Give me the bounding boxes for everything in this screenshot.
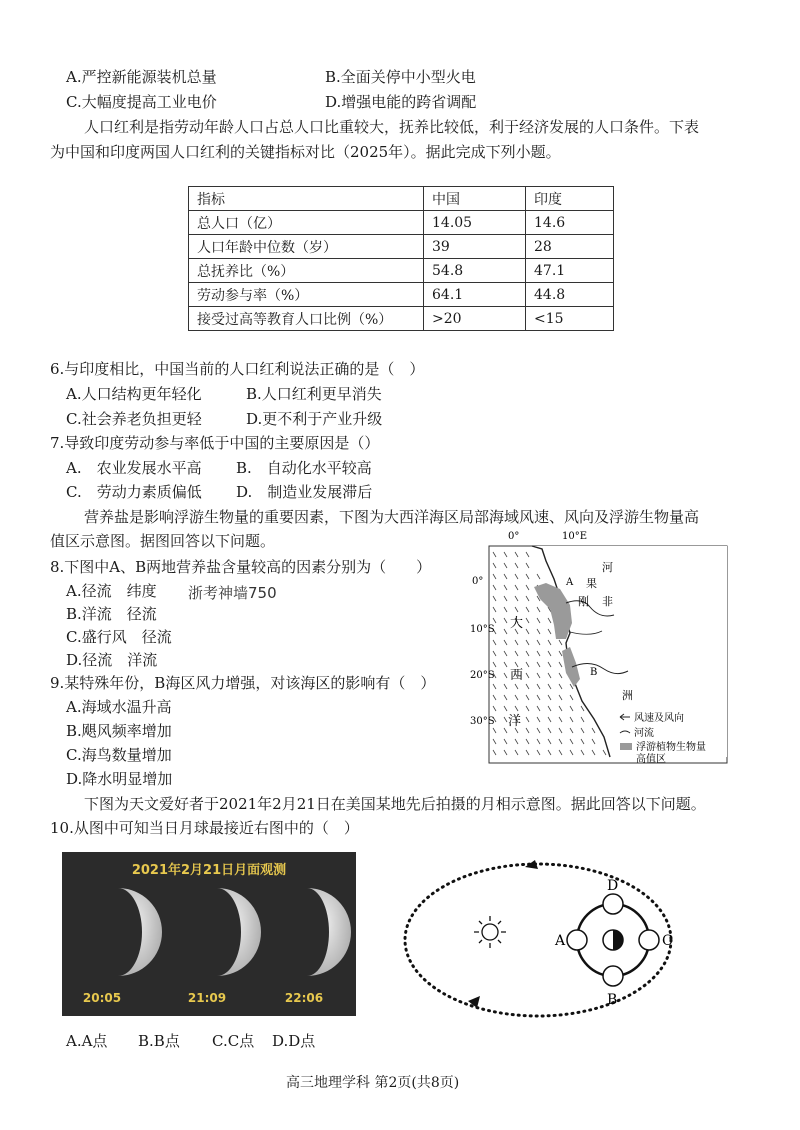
wind-arrow: [504, 717, 507, 722]
wind-arrow: [570, 750, 573, 755]
wind-arrow: [537, 607, 540, 612]
wind-arrow: [504, 750, 507, 755]
q6-option-d: D.更不利于产业升级: [246, 410, 383, 428]
wind-arrow: [504, 728, 507, 733]
wind-arrow: [504, 585, 507, 590]
wind-arrow: [526, 640, 529, 645]
wind-arrow: [515, 640, 518, 645]
point-b-label: B: [590, 667, 598, 678]
q7-option-b: B. 自动化水平较高: [236, 459, 372, 477]
wind-arrow: [526, 684, 529, 689]
africa-land: [532, 546, 727, 757]
wind-arrow: [581, 739, 584, 744]
moon-position-b: [603, 966, 623, 986]
wind-arrow: [592, 728, 595, 733]
wind-arrow: [592, 739, 595, 744]
wind-arrow: [526, 706, 529, 711]
moon-phase-2: [217, 888, 261, 976]
q5-option-b: B.全面关停中小型火电: [325, 68, 476, 86]
wind-arrow: [559, 651, 562, 656]
table-cell: 64.1: [424, 283, 526, 307]
table-row: [189, 307, 614, 331]
wind-arrow: [581, 728, 584, 733]
q10-option-b: B.B点: [138, 1032, 180, 1050]
q6-option-a: A.人口结构更年轻化: [66, 385, 202, 403]
wind-arrow: [559, 706, 562, 711]
wind-arrow: [559, 684, 562, 689]
wind-arrow: [559, 640, 562, 645]
legend-plankton-label: 浮游植物生物量: [636, 742, 706, 753]
moon-phase-1: [118, 888, 162, 976]
legend-plankton-label: 高值区: [636, 754, 666, 765]
photo-time: 22:06: [284, 991, 324, 1005]
q9-option-d: D.降水明显增加: [66, 770, 173, 788]
q8-stem: 8.下图中A、B两地营养盐含量较高的因素分别为（ ）: [50, 558, 432, 576]
wind-arrow: [537, 629, 540, 634]
table-header-cell: 中国: [424, 187, 526, 211]
wind-arrow: [504, 662, 507, 667]
wind-arrow: [504, 563, 507, 568]
intro-population-line1: 人口红利是指劳动年龄人口占总人口比重较大，抚养比较低，利于经济发展的人口条件。下表: [84, 118, 700, 136]
wind-arrow: [537, 728, 540, 733]
wind-arrow: [537, 684, 540, 689]
q6-stem: 6.与印度相比，中国当前的人口红利说法正确的是（ ）: [50, 360, 425, 378]
wind-arrow: [537, 574, 540, 579]
table-cell: <15: [526, 307, 614, 331]
table-cell: 14.6: [526, 211, 614, 235]
wind-arrow: [526, 739, 529, 744]
map-land-char: 河: [602, 561, 613, 574]
wind-arrow: [493, 574, 496, 579]
wind-arrow: [581, 750, 584, 755]
wind-arrow: [559, 695, 562, 700]
q8-option-a: A.径流 纬度: [66, 582, 157, 600]
wind-arrow: [526, 717, 529, 722]
wind-arrow: [537, 618, 540, 623]
moon-phase-illustration: [62, 852, 356, 1016]
wind-arrow: [548, 717, 551, 722]
q9-stem: 9.某特殊年份，B海区风力增强，对该海区的影响有（ ）: [50, 674, 436, 692]
wind-arrow: [548, 640, 551, 645]
wind-arrow: [504, 739, 507, 744]
q5-option-c: C.大幅度提高工业电价: [66, 93, 217, 111]
map-ocean-char: 西: [510, 668, 524, 683]
wind-arrow: [515, 574, 518, 579]
map-lat-label: 30°S: [470, 716, 495, 727]
wind-arrow: [493, 695, 496, 700]
map-lat-label: 20°S: [470, 670, 495, 681]
moon-position-d: [603, 894, 623, 914]
table-header-cell: 指标: [189, 187, 424, 211]
orbit-label-c: C: [662, 933, 673, 949]
wind-arrow: [548, 629, 551, 634]
wind-arrow: [504, 640, 507, 645]
legend-wind-label: 风速及风向: [634, 713, 684, 724]
point-a-label: A: [566, 577, 574, 588]
map-lon-label: 10°E: [562, 531, 588, 542]
wind-arrow: [559, 739, 562, 744]
wind-arrow: [570, 706, 573, 711]
orbit-label-b: B: [607, 992, 618, 1008]
wind-arrow: [493, 750, 496, 755]
q9-option-a: A.海域水温升高: [66, 698, 172, 716]
wind-arrow: [559, 750, 562, 755]
moon-orbit-diagram: [398, 858, 688, 1030]
q7-option-c: C. 劳动力素质偏低: [66, 483, 202, 501]
table-row: [189, 259, 614, 283]
wind-arrow: [548, 728, 551, 733]
table-row: [189, 235, 614, 259]
wind-arrow: [515, 596, 518, 601]
wind-arrow: [504, 695, 507, 700]
map-land-char: 非: [602, 595, 613, 608]
wind-arrow: [504, 629, 507, 634]
map-lon-label: 0°: [508, 531, 520, 542]
moon-position-c: [639, 930, 659, 950]
watermark-text: 浙考神墙750: [188, 584, 277, 602]
table-cell: 47.1: [526, 259, 614, 283]
wind-arrow: [537, 651, 540, 656]
wind-arrow: [526, 574, 529, 579]
q9-option-c: C.海鸟数量增加: [66, 746, 172, 764]
q8-option-d: D.径流 洋流: [66, 651, 158, 669]
q7-stem: 7.导致印度劳动参与率低于中国的主要原因是（）: [50, 434, 380, 452]
wind-arrow: [537, 673, 540, 678]
wind-arrow: [493, 563, 496, 568]
wind-arrow: [526, 585, 529, 590]
wind-arrow: [570, 739, 573, 744]
wind-arrow: [548, 695, 551, 700]
q6-option-c: C.社会养老负担更轻: [66, 410, 202, 428]
wind-arrow: [581, 706, 584, 711]
table-header-row: [189, 187, 614, 211]
map-ocean-char: 洋: [508, 714, 522, 729]
wind-arrow: [603, 750, 606, 755]
table-cell: 总人口（亿）: [189, 211, 424, 235]
orbit-arrow-top: [525, 860, 538, 869]
wind-arrow: [548, 618, 551, 623]
sun-icon: [474, 916, 506, 948]
wind-arrow: [515, 739, 518, 744]
earth-night-side: [613, 930, 623, 950]
wind-arrow: [570, 684, 573, 689]
wind-arrow: [504, 574, 507, 579]
q10-stem: 10.从图中可知当日月球最接近右图中的（ ）: [50, 819, 359, 837]
page-footer: 高三地理学科 第2页(共8页): [286, 1075, 460, 1091]
table-header-cell: 印度: [526, 187, 614, 211]
table-cell: 54.8: [424, 259, 526, 283]
wind-arrow: [537, 739, 540, 744]
map-land-char: 刚: [578, 595, 589, 608]
wind-arrow: [559, 673, 562, 678]
q7-option-d: D. 制造业发展滞后: [236, 483, 373, 501]
table-row: [189, 211, 614, 235]
orbit-label-a: A: [555, 933, 566, 949]
wind-arrow: [548, 706, 551, 711]
table-cell: 28: [526, 235, 614, 259]
wind-arrow: [526, 673, 529, 678]
intro-population-line2: 为中国和印度两国人口红利的关键指标对比（2025年）。据此完成下列小题。: [50, 143, 561, 161]
wind-arrow: [493, 662, 496, 667]
wind-arrow: [493, 618, 496, 623]
wind-arrow: [493, 552, 496, 557]
wind-arrow: [493, 684, 496, 689]
wind-arrow: [570, 717, 573, 722]
table-cell: 接受过高等教育人口比例（%）: [189, 307, 424, 331]
wind-arrow: [493, 607, 496, 612]
wind-arrow: [515, 651, 518, 656]
moon-phase-3: [307, 888, 351, 976]
q10-option-d: D.D点: [272, 1032, 316, 1050]
wind-arrow: [504, 596, 507, 601]
wind-arrow: [504, 706, 507, 711]
wind-arrow: [493, 728, 496, 733]
wind-arrow: [493, 640, 496, 645]
q8-option-b: B.洋流 径流: [66, 605, 157, 623]
wind-arrow: [515, 662, 518, 667]
wind-arrow: [515, 563, 518, 568]
wind-arrow: [526, 607, 529, 612]
wind-arrow: [548, 684, 551, 689]
wind-arrow: [537, 717, 540, 722]
wind-arrow: [515, 552, 518, 557]
wind-arrow: [526, 618, 529, 623]
wind-arrow: [526, 563, 529, 568]
wind-arrow: [570, 695, 573, 700]
wind-arrow: [526, 728, 529, 733]
wind-arrow: [548, 739, 551, 744]
wind-arrow: [526, 662, 529, 667]
wind-arrow: [493, 585, 496, 590]
wind-arrow: [537, 662, 540, 667]
wind-arrow: [526, 552, 529, 557]
map-lat-label: 0°: [472, 576, 484, 587]
intro-moon: 下图为天文爱好者于2021年2月21日在美国某地先后拍摄的月相示意图。据此回答以下问题。: [84, 795, 706, 813]
earth-orbit: [405, 864, 671, 1016]
wind-arrow: [548, 673, 551, 678]
q10-option-c: C.C点: [212, 1032, 255, 1050]
q5-option-d: D.增强电能的跨省调配: [325, 93, 477, 111]
wind-arrow: [559, 728, 562, 733]
wind-arrow: [526, 750, 529, 755]
table-cell: >20: [424, 307, 526, 331]
wind-arrow: [581, 717, 584, 722]
wind-arrow: [515, 695, 518, 700]
wind-arrow: [515, 607, 518, 612]
wind-arrow: [570, 728, 573, 733]
table-cell: 44.8: [526, 283, 614, 307]
wind-arrow: [526, 629, 529, 634]
population-table: [188, 186, 614, 331]
orbit-label-d: D: [607, 878, 619, 894]
wind-arrow: [493, 706, 496, 711]
table-cell: 人口年龄中位数（岁）: [189, 235, 424, 259]
wind-arrow: [504, 552, 507, 557]
wind-arrow: [504, 618, 507, 623]
photo-title: 2021年2月21日月面观测: [131, 863, 287, 878]
wind-arrow: [504, 684, 507, 689]
legend-river-label: 河流: [634, 728, 654, 739]
wind-arrow: [548, 750, 551, 755]
table-row: [189, 283, 614, 307]
table-cell: 劳动参与率（%）: [189, 283, 424, 307]
wind-arrow: [515, 585, 518, 590]
wind-arrow: [537, 695, 540, 700]
legend-plankton-icon: [620, 743, 632, 750]
q5-option-a: A.严控新能源装机总量: [66, 68, 217, 86]
wind-arrow: [493, 739, 496, 744]
wind-arrow: [515, 684, 518, 689]
table-cell: 总抚养比（%）: [189, 259, 424, 283]
q8-option-c: C.盛行风 径流: [66, 628, 172, 646]
map-land-char: 洲: [622, 689, 633, 702]
wind-arrow: [526, 596, 529, 601]
wind-arrow: [537, 750, 540, 755]
wind-arrow: [515, 750, 518, 755]
q7-option-a: A. 农业发展水平高: [66, 459, 202, 477]
wind-arrow: [548, 662, 551, 667]
wind-arrow: [493, 651, 496, 656]
wind-arrow: [559, 717, 562, 722]
table-cell: 39: [424, 235, 526, 259]
moon-phase-photo: [62, 852, 356, 1016]
q9-option-b: B.飓风频率增加: [66, 722, 172, 740]
wind-arrow: [504, 673, 507, 678]
photo-time: 20:05: [82, 991, 122, 1005]
map-lat-label: 10°S: [470, 624, 495, 635]
wind-arrow: [515, 706, 518, 711]
photo-time: 21:09: [187, 991, 227, 1005]
wind-arrow: [504, 607, 507, 612]
moon-position-a: [567, 930, 587, 950]
atlantic-wind-map: [470, 527, 730, 767]
intro-nutrient-line2: 值区示意图。据图回答以下问题。: [50, 532, 276, 550]
q6-option-b: B.人口红利更早消失: [246, 385, 382, 403]
map-ocean-char: 大: [510, 616, 524, 631]
wind-arrow: [559, 662, 562, 667]
wind-arrow: [592, 750, 595, 755]
wind-arrow: [526, 695, 529, 700]
q10-option-a: A.A点: [66, 1032, 108, 1050]
wind-arrow: [526, 651, 529, 656]
map-land-char: 果: [586, 577, 597, 590]
wind-arrow: [537, 640, 540, 645]
wind-arrow: [493, 596, 496, 601]
wind-arrow: [537, 706, 540, 711]
wind-arrow: [548, 651, 551, 656]
table-cell: 14.05: [424, 211, 526, 235]
wind-arrow: [504, 651, 507, 656]
intro-nutrient-line1: 营养盐是影响浮游生物量的重要因素，下图为大西洋海区局部海域风速、风向及浮游生物量高: [84, 508, 700, 526]
